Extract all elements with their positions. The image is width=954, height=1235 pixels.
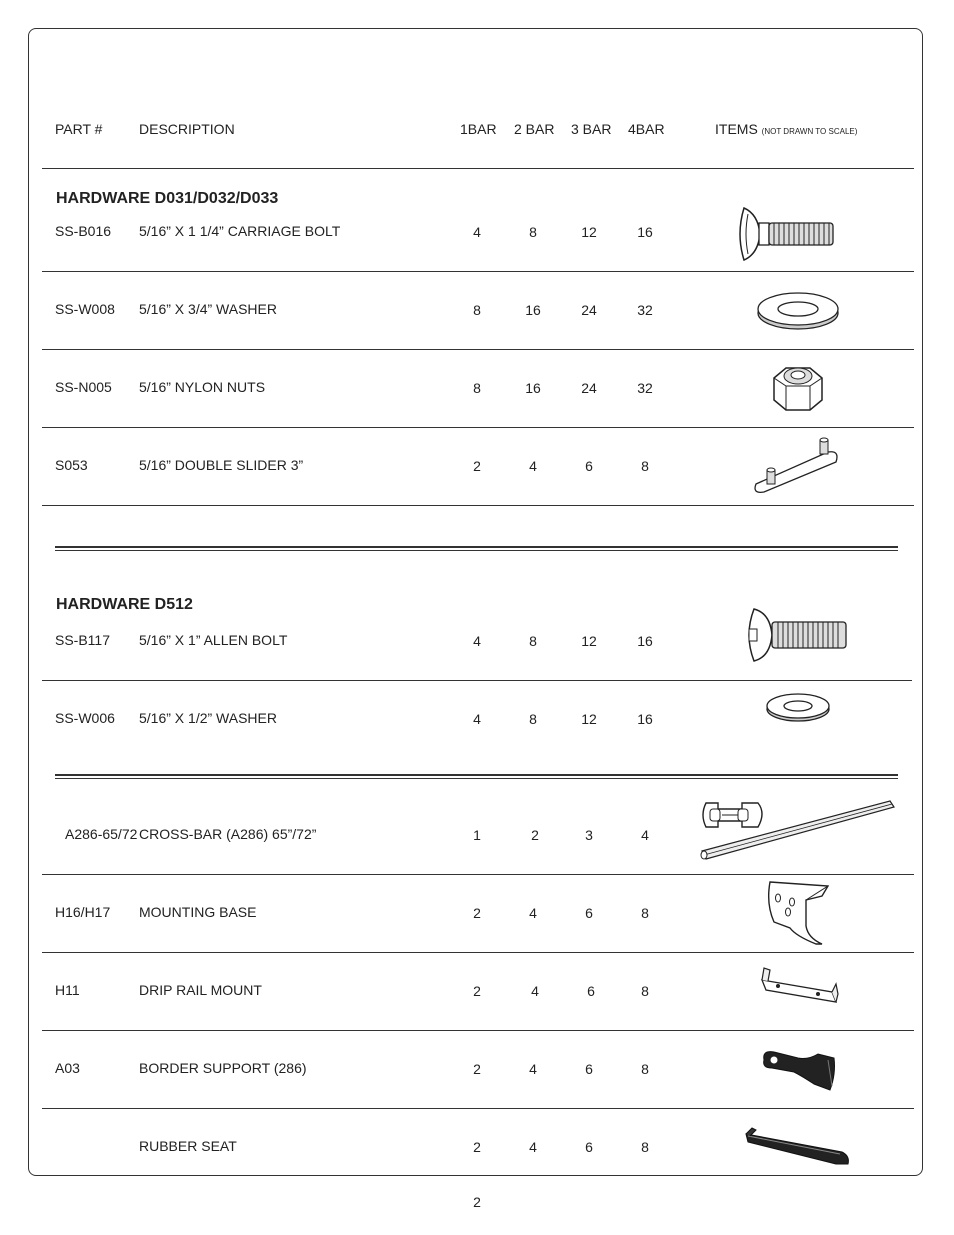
qty-1bar: 1 — [473, 827, 481, 843]
qty-2bar: 4 — [529, 458, 537, 474]
cross-bar-icon — [698, 795, 898, 865]
part-description: 5/16” X 1” ALLEN BOLT — [139, 632, 288, 648]
header-items-label: ITEMS — [715, 121, 758, 137]
part-description: 5/16” X 3/4” WASHER — [139, 301, 277, 317]
washer-icon — [754, 289, 844, 333]
qty-2bar: 4 — [529, 905, 537, 921]
qty-2bar: 4 — [531, 983, 539, 999]
qty-1bar: 8 — [473, 302, 481, 318]
qty-2bar: 16 — [525, 302, 541, 318]
qty-4bar: 8 — [641, 1139, 649, 1155]
section-divider — [55, 774, 898, 779]
row-divider — [42, 349, 914, 350]
qty-2bar: 8 — [529, 633, 537, 649]
header-items-note: (NOT DRAWN TO SCALE) — [761, 127, 858, 136]
row-divider — [42, 874, 914, 875]
qty-3bar: 3 — [585, 827, 593, 843]
row-divider — [42, 1108, 914, 1109]
header-items — [715, 121, 857, 137]
qty-4bar: 8 — [641, 905, 649, 921]
row-divider — [42, 505, 914, 506]
qty-4bar: 16 — [637, 224, 653, 240]
rubber-seat-icon — [742, 1124, 854, 1170]
qty-3bar: 12 — [581, 711, 597, 727]
drip-rail-mount-icon — [756, 962, 840, 1008]
part-description: 5/16” X 1/2” WASHER — [139, 710, 277, 726]
qty-4bar: 32 — [637, 380, 653, 396]
carriage-bolt-icon — [734, 204, 840, 264]
row-divider — [42, 952, 914, 953]
qty-2bar: 2 — [531, 827, 539, 843]
part-description: MOUNTING BASE — [139, 904, 257, 920]
row-divider — [42, 1030, 914, 1031]
qty-2bar: 4 — [529, 1139, 537, 1155]
qty-2bar: 8 — [529, 224, 537, 240]
qty-1bar: 4 — [473, 224, 481, 240]
qty-4bar: 4 — [641, 827, 649, 843]
part-description: 5/16” DOUBLE SLIDER 3” — [139, 457, 304, 473]
double-slider-icon — [750, 432, 844, 498]
qty-1bar: 2 — [473, 1139, 481, 1155]
nylon-nut-icon — [766, 360, 830, 416]
qty-1bar: 2 — [473, 1061, 481, 1077]
qty-4bar: 8 — [641, 1061, 649, 1077]
part-description: 5/16” X 1 1/4” CARRIAGE BOLT — [139, 223, 341, 239]
qty-4bar: 32 — [637, 302, 653, 318]
mounting-base-icon — [760, 876, 832, 948]
qty-3bar: 6 — [585, 1139, 593, 1155]
qty-3bar: 12 — [581, 224, 597, 240]
header-divider — [42, 168, 914, 169]
qty-1bar: 2 — [473, 983, 481, 999]
part-number: A03 — [55, 1060, 80, 1076]
qty-1bar: 4 — [473, 711, 481, 727]
part-description: RUBBER SEAT — [139, 1138, 237, 1154]
row-divider — [42, 271, 914, 272]
qty-3bar: 6 — [587, 983, 595, 999]
qty-1bar: 2 — [473, 905, 481, 921]
qty-1bar: 8 — [473, 380, 481, 396]
part-description: CROSS-BAR (A286) 65”/72” — [139, 826, 317, 842]
header-1bar: 1BAR — [460, 121, 497, 137]
part-number: S053 — [55, 457, 88, 473]
part-number: H16/H17 — [55, 904, 111, 920]
part-description: BORDER SUPPORT (286) — [139, 1060, 307, 1076]
qty-1bar: 2 — [473, 458, 481, 474]
part-number: H11 — [55, 982, 80, 998]
qty-4bar: 8 — [641, 983, 649, 999]
qty-3bar: 6 — [585, 1061, 593, 1077]
section-title-d512: HARDWARE D512 — [56, 596, 193, 613]
header-description: DESCRIPTION — [139, 121, 235, 137]
border-support-icon — [758, 1046, 840, 1094]
section-divider — [55, 546, 898, 551]
qty-3bar: 12 — [581, 633, 597, 649]
row-divider — [42, 680, 912, 681]
header-part: PART # — [55, 121, 103, 137]
header-2bar: 2 BAR — [514, 121, 555, 137]
row-divider — [42, 427, 914, 428]
part-number: SS-B117 — [55, 632, 110, 648]
qty-4bar: 8 — [641, 458, 649, 474]
header-3bar: 3 BAR — [571, 121, 612, 137]
part-description: 5/16” NYLON NUTS — [139, 379, 266, 395]
qty-2bar: 8 — [529, 711, 537, 727]
qty-4bar: 16 — [637, 633, 653, 649]
qty-3bar: 24 — [581, 380, 597, 396]
qty-3bar: 6 — [585, 458, 593, 474]
qty-4bar: 16 — [637, 711, 653, 727]
part-number: SS-B016 — [55, 223, 112, 239]
header-4bar: 4BAR — [628, 121, 665, 137]
part-number: SS-W008 — [55, 301, 115, 317]
part-number: A286-65/72 — [65, 826, 138, 842]
part-description: DRIP RAIL MOUNT — [139, 982, 262, 998]
qty-3bar: 24 — [581, 302, 597, 318]
qty-3bar: 6 — [585, 905, 593, 921]
small-washer-icon — [764, 690, 834, 724]
page-number: 2 — [473, 1194, 481, 1210]
qty-1bar: 4 — [473, 633, 481, 649]
qty-2bar: 16 — [525, 380, 541, 396]
part-number: SS-W006 — [55, 710, 115, 726]
part-number: SS-N005 — [55, 379, 112, 395]
allen-bolt-icon — [742, 605, 850, 665]
section-title-d031: HARDWARE D031/D032/D033 — [56, 190, 279, 207]
qty-2bar: 4 — [529, 1061, 537, 1077]
